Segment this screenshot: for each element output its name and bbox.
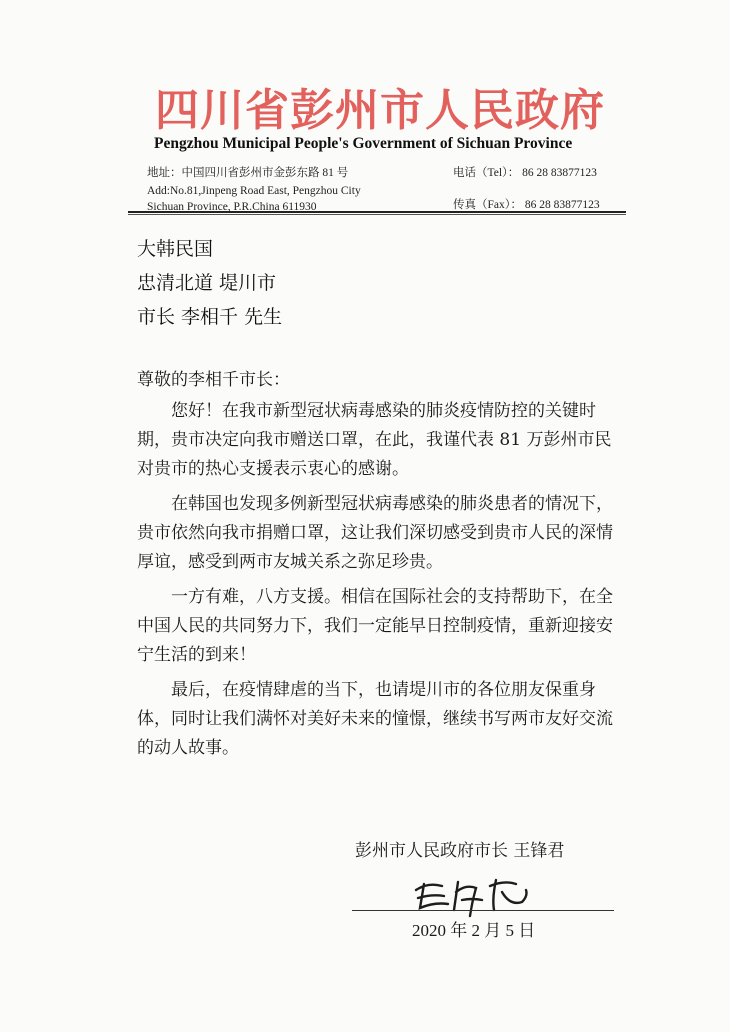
letterhead-english-title: Pengzhou Municipal People's Government of Sichuan Province [154, 135, 573, 152]
paragraph-support: 一方有难，八方支援。相信在国际社会的支持帮助下，在全中国人民的共同努力下，我们一定能早日控制疫情，重新迎接安宁生活的到来！ [137, 587, 613, 665]
letterhead-divider [128, 211, 626, 213]
signatory-title: 彭州市人民政府市长 王锋君 [355, 841, 565, 861]
letter-body [137, 397, 617, 769]
address-chinese: 地址：中国四川省彭州市金彭东路 81 号 [147, 167, 349, 179]
recipient-name: 市长 李相千 先生 [137, 306, 283, 328]
recipient-city: 忠清北道 堤川市 [137, 272, 277, 294]
paragraph-closing: 最后，在疫情肆虐的当下，也请堤川市的各位朋友保重身体，同时让我们满怀对美好未来的憧憬，继续书写两市友好交流的动人故事。 [137, 680, 613, 758]
letter-date: 2020 年 2 月 5 日 [412, 921, 536, 940]
address-english-line1: Add:No.81,Jinpeng Road East, Pengzhou City [147, 185, 361, 197]
paragraph-korea: 在韩国也发现多例新型冠状病毒感染的肺炎患者的情况下，贵市依然向我市捐赠口罩，这让我们深切感受到贵市人民的深情厚谊，感受到两市友城关系之弥足珍贵。 [137, 494, 613, 572]
recipient-country: 大韩民国 [137, 238, 214, 260]
signature-line [352, 910, 614, 911]
paragraph-thanks: 您好！在我市新型冠状病毒感染的肺炎疫情防控的关键时期，贵市决定向我市赠送口罩，在此，我谨代表 81 万彭州市民对贵市的热心支援表示衷心的感谢。 [137, 401, 612, 479]
letterhead-title: 四川省彭州市人民政府 [155, 85, 605, 136]
letterhead-divider-thin [128, 214, 626, 215]
address-english-line2: Sichuan Province, P.R.China 611930 [147, 201, 317, 213]
fax: 传真（Fax）： 86 28 83877123 [453, 199, 600, 211]
letter-greeting: 尊敬的李相千市长： [137, 370, 290, 390]
handwritten-signature [398, 862, 558, 922]
telephone: 电话（Tel）： 86 28 83877123 [453, 167, 597, 179]
